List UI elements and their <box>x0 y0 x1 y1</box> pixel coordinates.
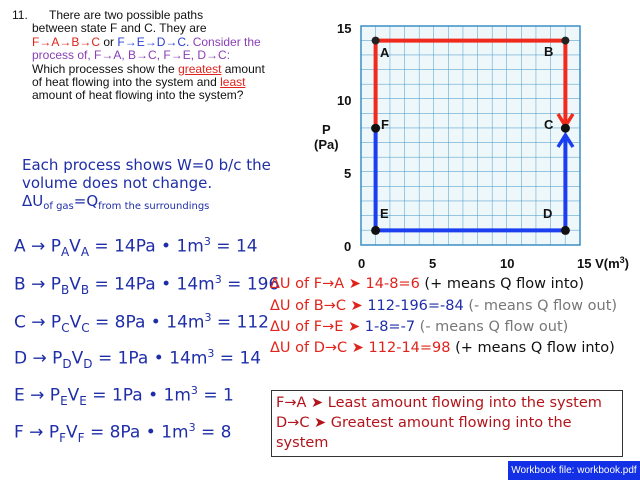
equation-f: $F \to P_FV_F = 8Pa$ • $1m^3 = 8$ <box>14 421 232 446</box>
least-emphasis: least <box>220 75 246 90</box>
point-e <box>371 226 380 235</box>
label-e: E <box>380 206 389 221</box>
x-tick-15: 15 $V(m^3)$ <box>577 255 629 271</box>
y-tick-10: 10 <box>337 93 352 108</box>
question-number: 11. <box>12 8 28 22</box>
workbook-file-link[interactable]: Workbook file: workbook.pdf <box>508 461 640 480</box>
label-f: F <box>381 117 389 132</box>
y-tick-5: 5 <box>344 166 352 181</box>
delta-u-b-c: ΔU of B→C ➤ 112-196=-84 (- means Q flow out) <box>270 298 618 314</box>
x-tick-5: 5 <box>429 256 437 271</box>
label-a: A <box>380 45 390 60</box>
x-tick-10: 10 <box>500 256 515 271</box>
path-blue: F→E→D→C. <box>117 34 190 49</box>
path-red: F→A→B→C <box>32 34 101 49</box>
point-c <box>561 124 570 133</box>
label-b: B <box>544 44 554 59</box>
work-note: Each process shows W=0 b/c the volume does not change. $\Delta U_{of gas}=Q_{from the surroundings}$ <box>22 156 271 212</box>
delta-u-f-a: ΔU of F→A ➤ 14-8=6 (+ means Q flow into) <box>270 276 585 292</box>
point-a <box>372 37 380 45</box>
question-text: 11. There are two possible paths between state F and C. They are F→A→B→C or F→E→D→C. Consider the process of, F→A, B→C, F→E, D→C: Which processes show the greatest amount of heat flowing into the system and least amount of heat flowing into the system? <box>12 8 265 103</box>
equation-a: $A \to P_AV_A = 14Pa$ • $1m^3 = 14$ <box>14 235 258 260</box>
delta-u-d-c: ΔU of D→C ➤ 112-14=98 (+ means Q flow into) <box>270 340 615 356</box>
point-b <box>561 37 569 45</box>
delta-u-f-e: ΔU of F→E ➤ 1-8=-7 (- means Q flow out) <box>270 319 569 335</box>
y-tick-15: 15 <box>337 21 352 36</box>
point-d <box>561 226 570 235</box>
equation-c: $C \to P_CV_C = 8Pa$ • $14m^3 = 112$ <box>14 311 269 336</box>
y-axis-label: P <box>322 122 331 137</box>
equation-e: $E \to P_EV_E = 1Pa$ • $1m^3 = 1$ <box>14 384 234 409</box>
label-d: D <box>543 206 553 221</box>
point-f <box>371 124 380 133</box>
pv-diagram <box>300 0 640 275</box>
equation-d: $D \to P_DV_D = 1Pa$ • $14m^3 = 14$ <box>14 347 262 372</box>
equation-b: $B \to P_BV_B = 14Pa$ • $14m^3 = 196$ <box>14 273 280 298</box>
answer-box: F→A ➤ Least amount flowing into the system D→C ➤ Greatest amount flowing into the system <box>271 390 623 457</box>
x-tick-0: 0 <box>358 256 366 271</box>
label-c: C <box>544 117 554 132</box>
y-axis-unit: (Pa) <box>314 137 339 152</box>
y-tick-0: 0 <box>344 239 352 254</box>
greatest-emphasis: greatest <box>178 61 222 76</box>
